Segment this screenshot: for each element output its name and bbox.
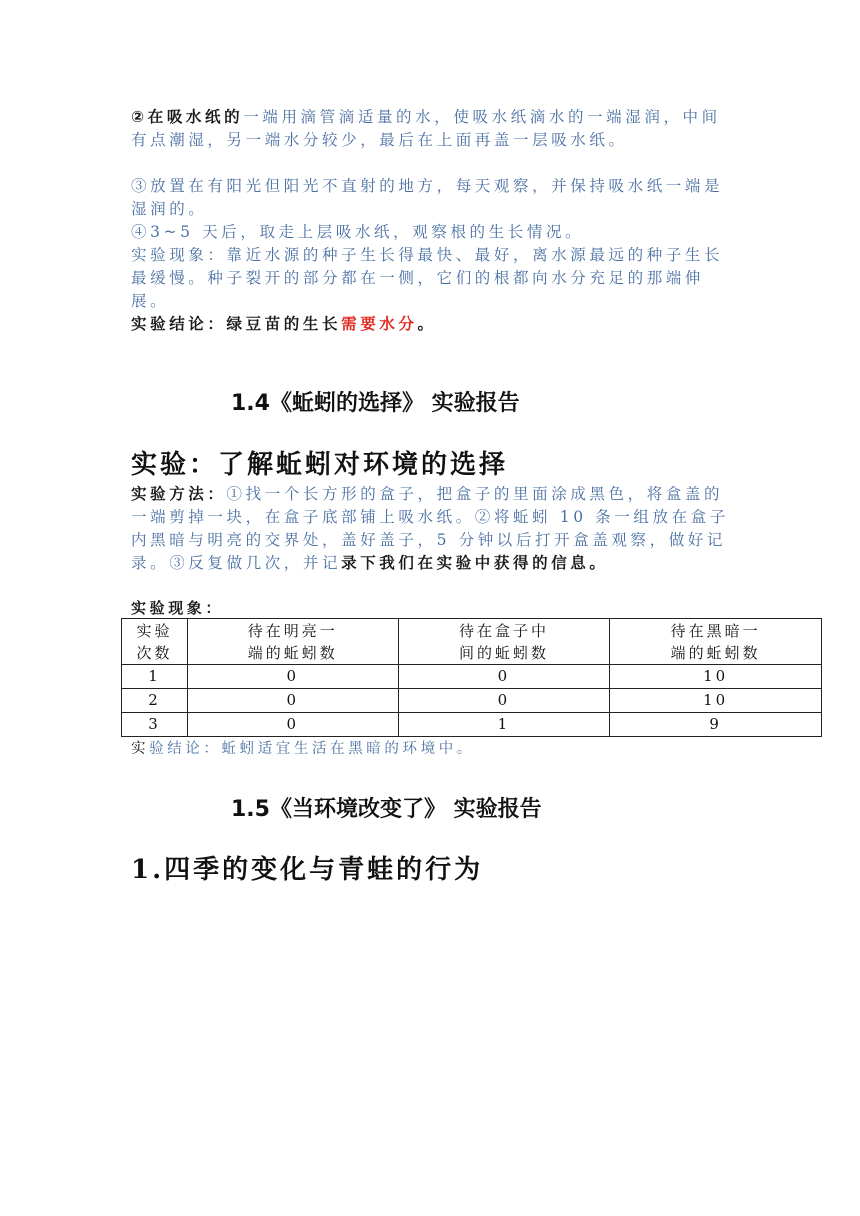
earthworm-conclusion bbox=[131, 738, 731, 761]
table-cell: 1 bbox=[122, 665, 188, 689]
step-3-paragraph: ③放置在有阳光但阳光不直射的地方，每天观察，并保持吸水纸一端是湿润的。 bbox=[131, 177, 724, 218]
table-header-row bbox=[122, 619, 822, 665]
step-2-marker: ② bbox=[131, 108, 148, 126]
method-label: 实验方法： bbox=[131, 485, 227, 503]
table-row bbox=[122, 713, 822, 737]
phenomenon-paragraph: 实验现象：靠近水源的种子生长得最快、最好，离水源最远的种子生长最缓慢。种子裂开的部分都在一侧，它们的根都向水分充足的那端伸展。 bbox=[131, 246, 724, 310]
table-cell: 0 bbox=[398, 689, 610, 713]
conclusion-suffix: 。 bbox=[417, 315, 437, 333]
conclusion-first-char: 实 bbox=[131, 741, 150, 757]
table-header-cell: 待在黑暗一 端的蚯蚓数 bbox=[610, 619, 822, 665]
conclusion-rest: 验结论：蚯蚓适宜生活在黑暗的环境中。 bbox=[149, 741, 475, 757]
table-header-cell: 待在盒子中 间的蚯蚓数 bbox=[398, 619, 610, 665]
step-4-paragraph: ④3~5 天后，取走上层吸水纸，观察根的生长情况。 bbox=[131, 223, 585, 241]
section-title-1-4: 1.4《蚯蚓的选择》 实验报告 bbox=[231, 391, 520, 416]
conclusion-prefix: 实验结论：绿豆苗的生长 bbox=[131, 315, 342, 333]
table-header-cell: 实验 次数 bbox=[122, 619, 188, 665]
table-cell: 0 bbox=[187, 689, 398, 713]
method-text: ①找一个长方形的盒子，把盒子的里面涂成黑色，将盒盖的一端剪掉一块，在盒子底部铺上吸水纸。②将蚯蚓 10 条一组放在盒子内黑暗与明亮的交界处，盖好盖子，5 分钟以后打开盒盖观察，做好记录。③反复做几次，并记 bbox=[131, 485, 729, 572]
table-cell: 2 bbox=[122, 689, 188, 713]
table-cell: 0 bbox=[187, 713, 398, 737]
table-cell: 10 bbox=[610, 665, 822, 689]
table-cell: 1 bbox=[398, 713, 610, 737]
table-cell: 0 bbox=[398, 665, 610, 689]
step-2-lead: 在吸水纸的 bbox=[147, 108, 244, 126]
table-cell: 9 bbox=[610, 713, 822, 737]
table-cell: 10 bbox=[610, 689, 822, 713]
step-2-paragraph bbox=[131, 106, 731, 152]
section-title-1-5: 1.5《当环境改变了》 实验报告 bbox=[231, 797, 542, 822]
step-2-text: 一端用滴管滴适量的水，使吸水纸滴水的一端湿润，中间有点潮湿，另一端水分较少，最后在上面再盖一层吸水纸。 bbox=[131, 108, 721, 149]
experiment-subtitle: 实验：了解蚯蚓对环境的选择 bbox=[131, 450, 509, 480]
method-tail: 录下我们在实验中获得的信息。 bbox=[341, 554, 609, 572]
conclusion-highlight: 需要水分 bbox=[341, 315, 418, 333]
conclusion-paragraph bbox=[131, 313, 731, 336]
table-cell: 0 bbox=[187, 665, 398, 689]
table-header-cell: 待在明亮一 端的蚯蚓数 bbox=[187, 619, 398, 665]
table-cell: 3 bbox=[122, 713, 188, 737]
method-paragraph bbox=[131, 483, 731, 575]
earthworm-table bbox=[121, 618, 822, 737]
phenomenon-label: 实验现象： bbox=[131, 599, 225, 617]
frog-subtitle: 1.四季的变化与青蛙的行为 bbox=[131, 855, 484, 885]
table-row bbox=[122, 665, 822, 689]
table-row bbox=[122, 689, 822, 713]
